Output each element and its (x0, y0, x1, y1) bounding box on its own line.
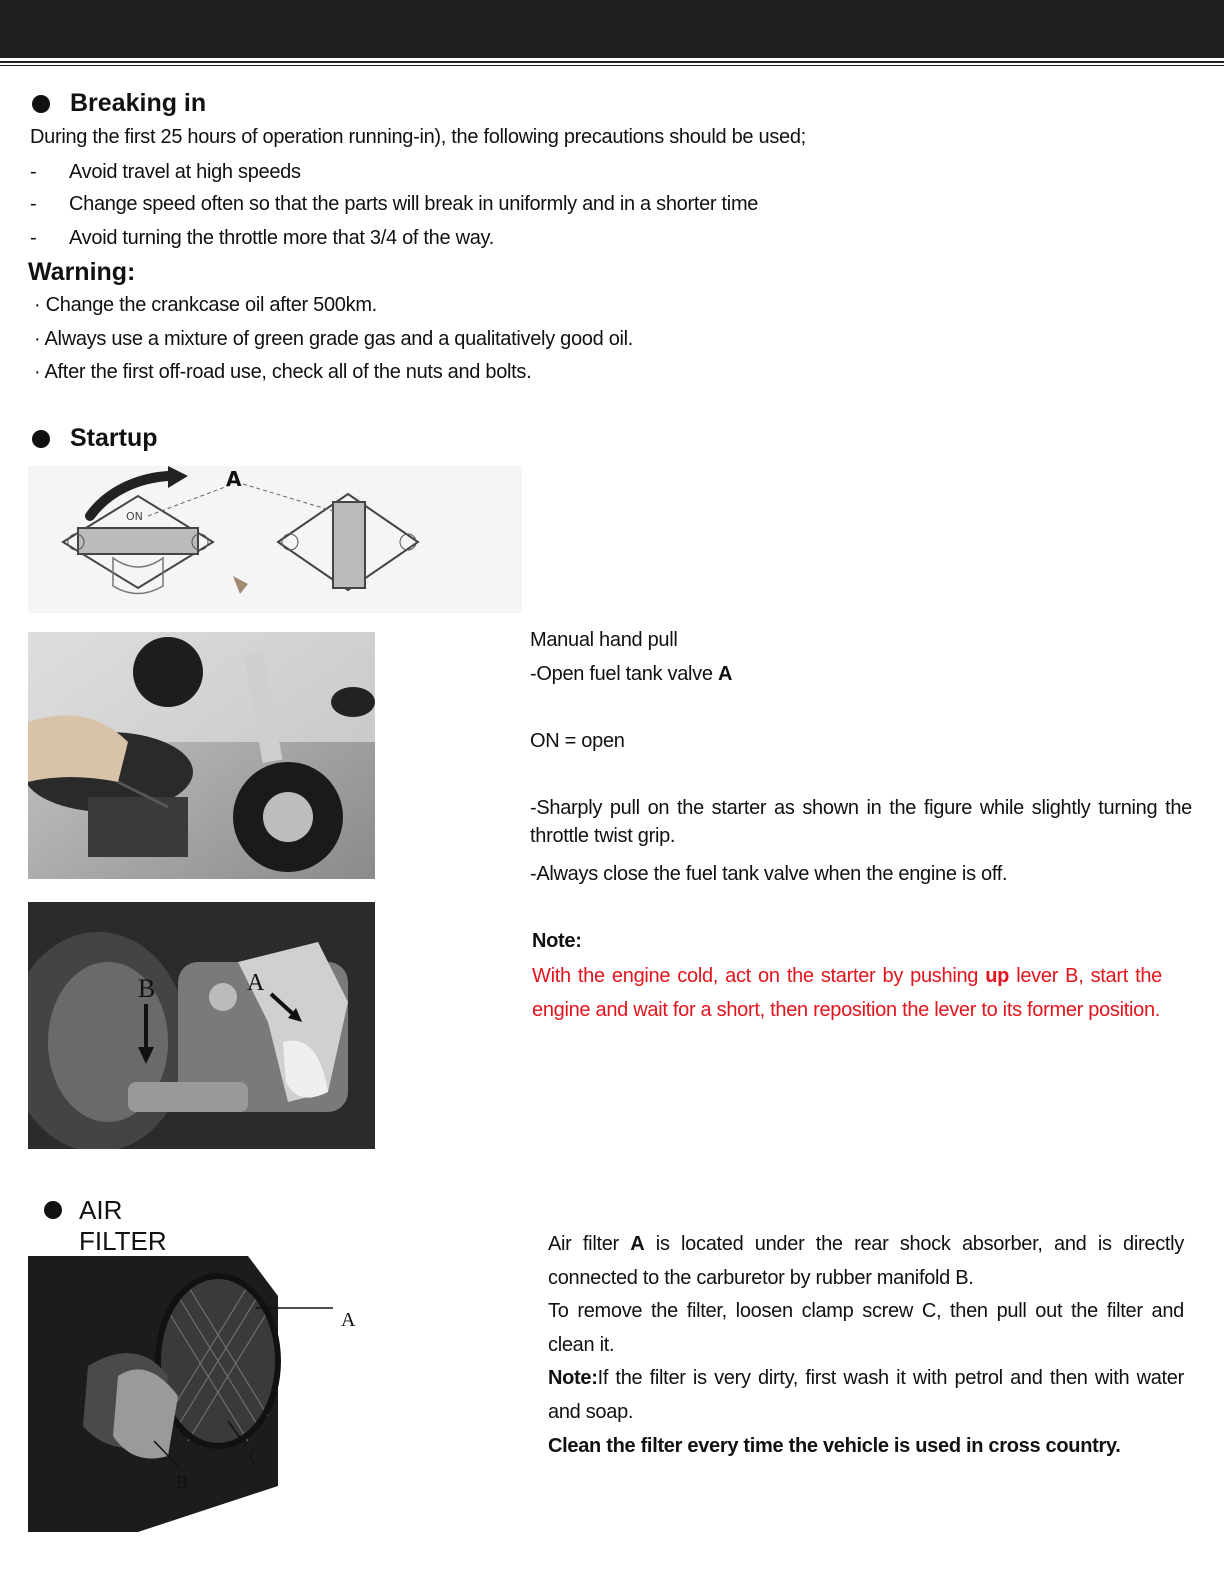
starter-pull-photo (28, 632, 375, 879)
list-item: - Avoid turning the throttle more that 3/4 of the way. (30, 227, 495, 249)
air-filter-p1: Air filter A is located under the rear shock absorber, and is directly connected to the carburetor by rubber manifold B. (548, 1233, 1185, 1289)
lever-b-label: B (138, 974, 156, 1003)
warning-item: · Always use a mixture of green grade gas and a qualitatively good oil. (34, 328, 634, 350)
choke-lever-photo (28, 902, 375, 1149)
breaking-in-intro: During the first 25 hours of operation running-in), the following precautions should be used; (30, 126, 806, 148)
startup-note-text: With the engine cold, act on the starter by pushing up lever B, start the engine and wait for a short, then reposition the lever to its former position. (532, 965, 1162, 1021)
header-rule (0, 61, 1224, 63)
manifold-b-label: B (176, 1472, 189, 1492)
breaking-in-heading: Breaking in (32, 88, 206, 118)
startup-text-on: ON = open (530, 730, 625, 752)
list-item: - Avoid travel at high speeds (30, 161, 301, 183)
startup-text-close: -Always close the fuel tank valve when the engine is off. (530, 863, 1008, 885)
bullet-icon (32, 95, 50, 113)
fuel-valve-diagram (28, 466, 522, 613)
air-filter-text (548, 1228, 1184, 1463)
startup-text-manual: Manual hand pull (530, 629, 678, 651)
air-filter-p4: Clean the filter every time the vehicle is used in cross country. (548, 1434, 1121, 1457)
warning-item: · Change the crankcase oil after 500km. (34, 294, 377, 316)
lever-a-label: A (247, 970, 265, 996)
air-filter-p3: Note:If the filter is very dirty, first wash it with petrol and then with water and soap. (548, 1367, 1184, 1423)
bullet-icon (44, 1201, 62, 1219)
startup-text-open: -Open fuel tank valve A (530, 663, 733, 685)
air-filter-photo (28, 1256, 368, 1532)
on-label: ON (126, 510, 143, 523)
valve-a-label: A (226, 467, 242, 491)
filter-a-label: A (341, 1309, 356, 1331)
list-item: - Change speed often so that the parts will break in uniformly and in a shorter time (30, 193, 759, 215)
bullet-icon (32, 430, 50, 448)
warning-heading: Warning: (28, 258, 136, 286)
startup-heading: Startup (32, 423, 158, 453)
header-bar (0, 0, 1224, 58)
note-label: Note: (532, 930, 582, 952)
air-filter-p2: To remove the filter, loosen clamp screw C, then pull out the filter and clean it. (548, 1300, 1184, 1356)
warning-item: · After the first off-road use, check all of the nuts and bolts. (34, 361, 532, 383)
header-rule-thin (0, 65, 1224, 66)
clamp-c-label: C (249, 1446, 262, 1466)
startup-text-pull: -Sharply pull on the starter as shown in the figure while slightly turning the throttle twist grip. (530, 797, 1192, 847)
